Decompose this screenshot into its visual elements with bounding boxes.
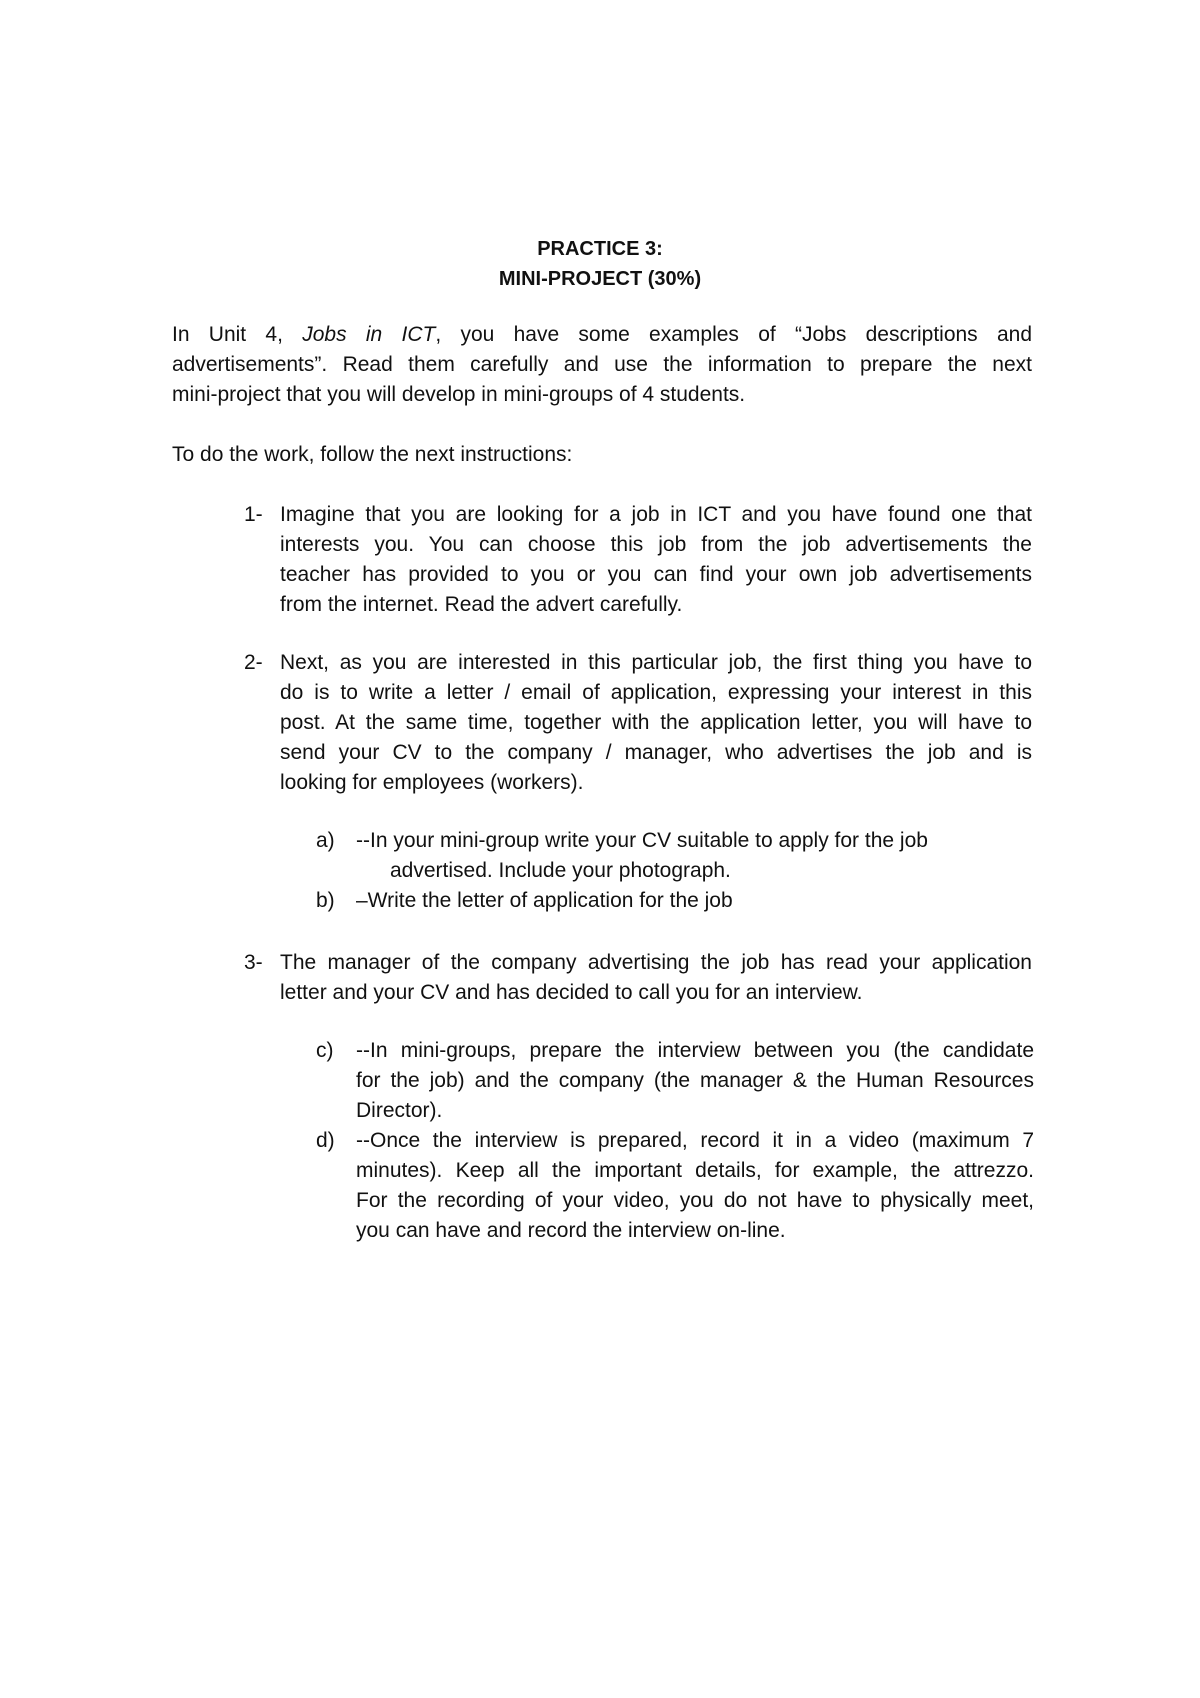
item-line: looking for employees (workers). (280, 771, 584, 794)
item-line: The manager of the company advertising the job has read your application (280, 951, 1032, 974)
subitem-label: c) (316, 1039, 334, 1062)
intro-line-3: mini-project that you will develop in mini-groups of 4 students. (172, 383, 746, 406)
instructions-lead: To do the work, follow the next instructions: (172, 443, 573, 466)
unit-title-italic: Jobs in ICT (302, 323, 436, 346)
project-title: MINI-PROJECT (30%) (498, 268, 702, 290)
item-line: Imagine that you are looking for a job in ICT and you have found one that (280, 503, 1032, 526)
item-line: from the internet. Read the advert carefully. (280, 593, 683, 616)
subitem-line: minutes). Keep all the important details, for example, the attrezzo. (356, 1159, 1034, 1182)
subitem-line: --In mini-groups, prepare the interview between you (the candidate (356, 1039, 1034, 1062)
item-number: 2- (244, 651, 263, 674)
item-line: post. At the same time, together with the application letter, you will have to (280, 711, 1032, 734)
subitem-label: b) (316, 889, 335, 912)
subitem-line: –Write the letter of application for the job (356, 889, 733, 912)
practice-title: PRACTICE 3: (537, 238, 663, 260)
item-line: letter and your CV and has decided to call you for an interview. (280, 981, 863, 1004)
item-line: send your CV to the company / manager, who advertises the job and is (280, 741, 1032, 764)
subitem-line: you can have and record the interview on-line. (356, 1219, 786, 1242)
subitem-line: --Once the interview is prepared, record it in a video (maximum 7 (356, 1129, 1034, 1152)
item-number: 3- (244, 951, 263, 974)
intro-line-2: advertisements”. Read them carefully and use the information to prepare the next (172, 353, 1032, 376)
subitem-line: for the job) and the company (the manager & the Human Resources (356, 1069, 1034, 1092)
subitem-label: a) (316, 829, 335, 852)
intro-paragraph (172, 320, 1032, 410)
subitem-line: --In your mini-group write your CV suitable to apply for the job (356, 829, 928, 852)
item-line: Next, as you are interested in this particular job, the first thing you have to (280, 651, 1032, 674)
subitem-line: For the recording of your video, you do not have to physically meet, (356, 1189, 1034, 1212)
subitem-line: Director). (356, 1099, 443, 1122)
item-line: interests you. You can choose this job from the job advertisements the (280, 533, 1032, 556)
item-line: teacher has provided to you or you can find your own job advertisements (280, 563, 1032, 586)
item-line: do is to write a letter / email of application, expressing your interest in this (280, 681, 1032, 704)
subitem-label: d) (316, 1129, 335, 1152)
intro-line-1: In Unit 4, Jobs in ICT, you have some examples of “Jobs descriptions and (172, 323, 1032, 346)
subitem-line: advertised. Include your photograph. (390, 859, 731, 882)
item-number: 1- (244, 503, 263, 526)
